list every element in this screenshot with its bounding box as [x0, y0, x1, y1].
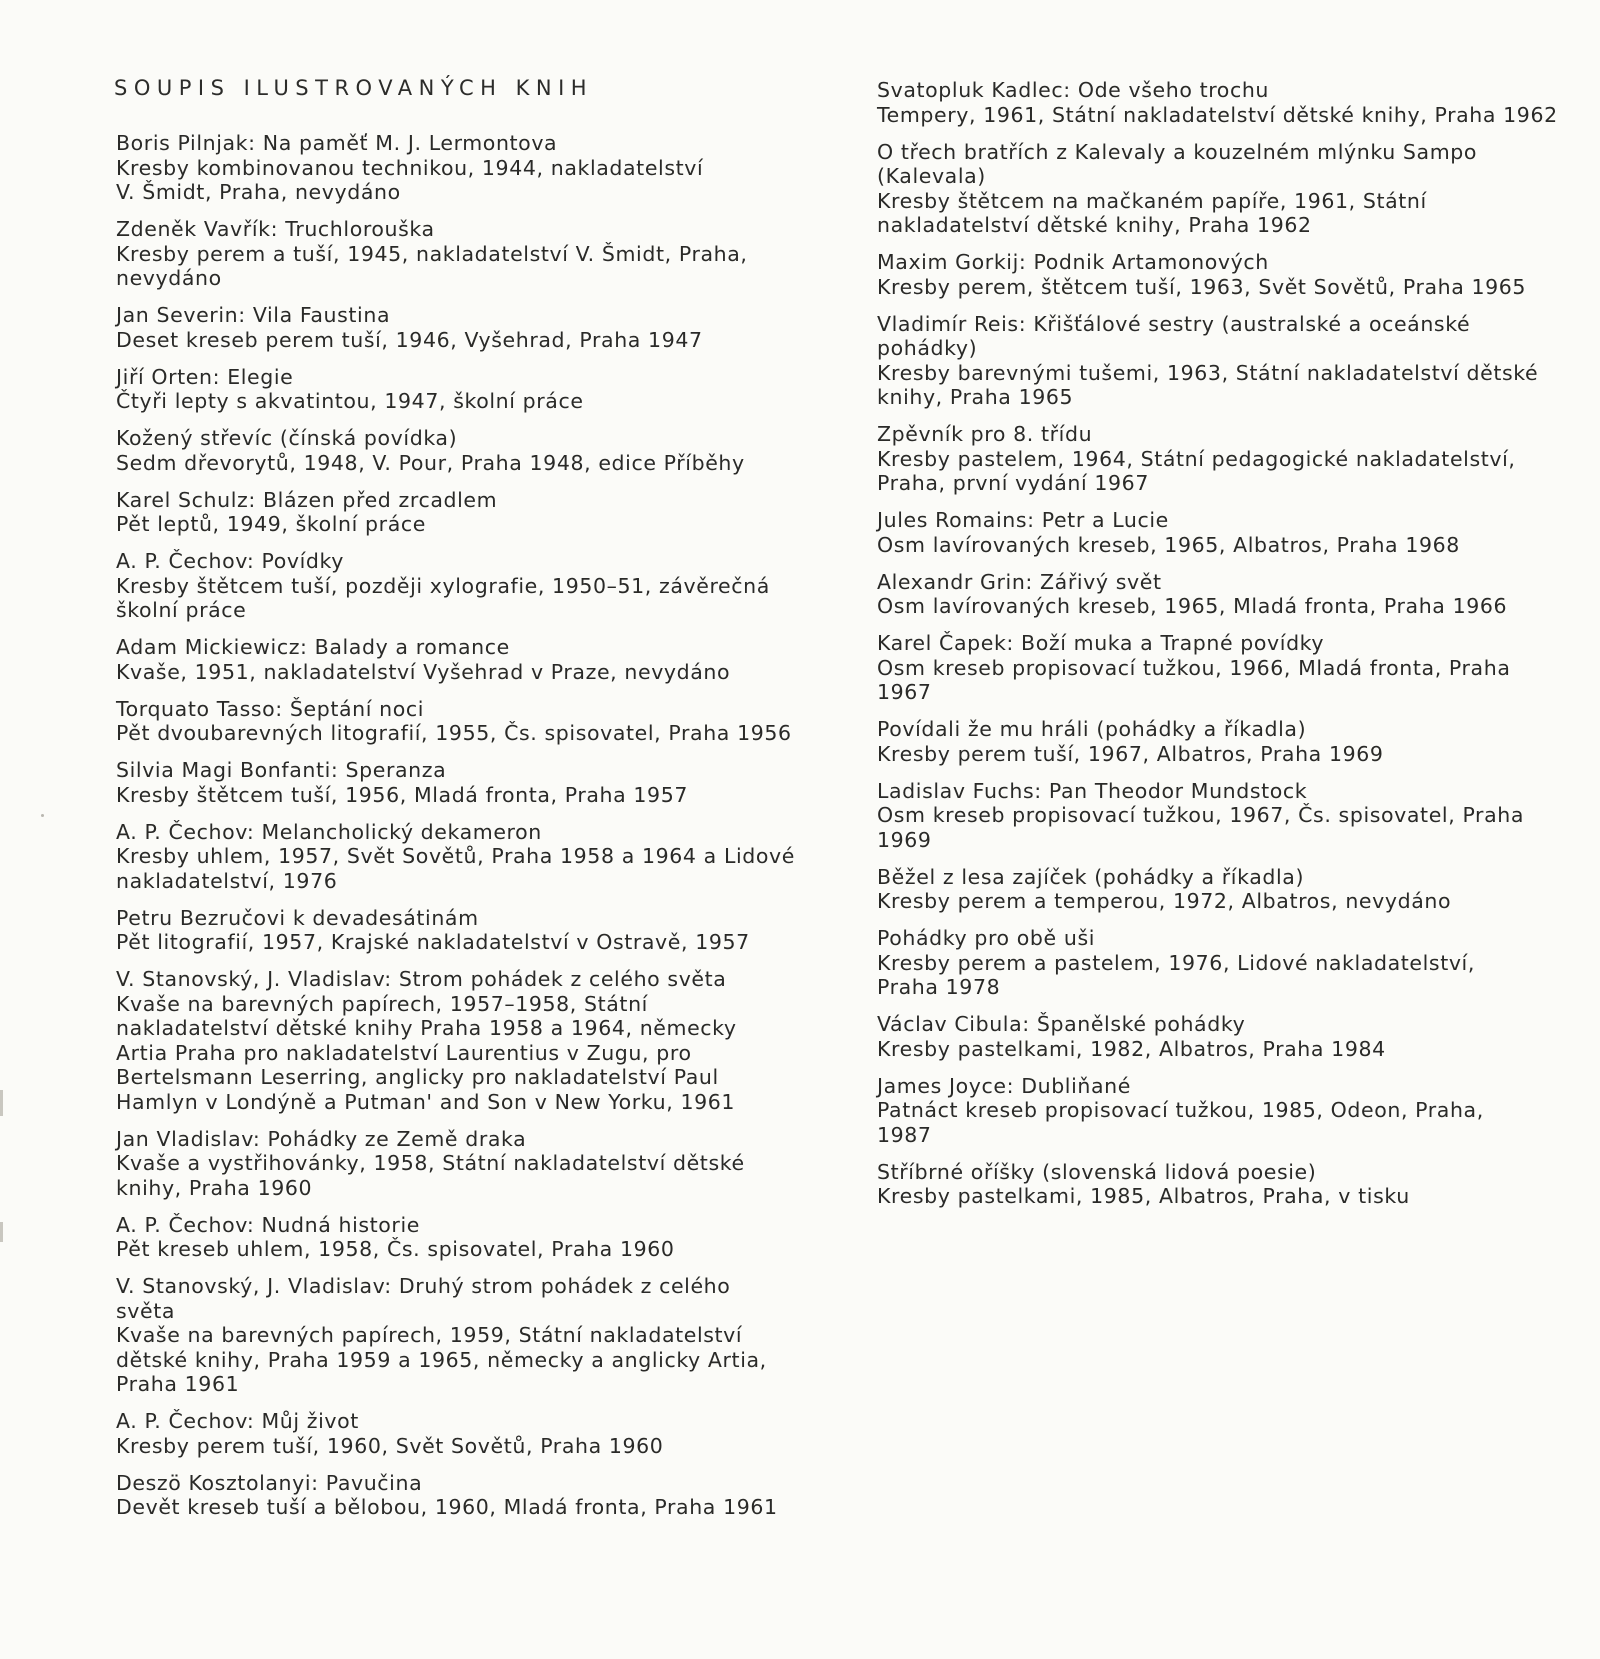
book-detail-line: Kresby pastelkami, 1985, Albatros, Praha, v tisku	[877, 1184, 1410, 1208]
book-detail-line: Pět dvoubarevných litografií, 1955, Čs. spisovatel, Praha 1956	[116, 721, 792, 745]
book-detail-line: Kresby perem a pastelem, 1976, Lidové nakladatelství,	[877, 950, 1475, 975]
book-title: Silvia Magi Bonfanti: Speranza	[116, 758, 447, 782]
book-detail-line: Kresby perem tuší, 1960, Svět Sovětů, Praha 1960	[116, 1433, 664, 1458]
book-detail-line: Hamlyn v Londýně a Putman' and Son v New Yorku, 1961	[116, 1089, 736, 1114]
book-detail-line: V. Šmidt, Praha, nevydáno	[116, 180, 401, 204]
book-title: Petru Bezručovi k devadesátinám	[116, 905, 479, 930]
book-detail-line: Bertelsmann Leserring, anglicky pro nakladatelství Paul	[116, 1065, 719, 1089]
book-detail-line: světa	[116, 1298, 176, 1323]
right-column	[877, 78, 1562, 1221]
book-detail-line: Kvaše a vystřihovánky, 1958, Státní nakladatelství dětské	[116, 1151, 745, 1175]
book-title: Kožený střevíc (čínská povídka)	[116, 426, 458, 450]
book-detail-line: Osm lavírovaných kreseb, 1965, Albatros, Praha 1968	[877, 532, 1460, 557]
book-detail-line: Pět litografií, 1957, Krajské nakladatelství v Ostravě, 1957	[116, 930, 750, 954]
book-entry	[877, 779, 1562, 853]
book-title: Stříbrné oříšky (slovenská lidová poesie)	[877, 1159, 1317, 1184]
book-detail-line: Tempery, 1961, Státní nakladatelství dětské knihy, Praha 1962	[877, 102, 1558, 127]
book-entry	[877, 1012, 1562, 1061]
book-entry	[116, 1471, 806, 1520]
book-title: A. P. Čechov: Melancholický dekameron	[116, 819, 542, 844]
book-title: James Joyce: Dubliňané	[877, 1073, 1131, 1098]
book-detail-line: pohádky)	[877, 336, 978, 360]
page-edge-mark	[0, 1090, 3, 1116]
page-title: SOUPIS ILUSTROVANÝCH KNIH	[114, 76, 594, 100]
book-detail-line: nakladatelství dětské knihy, Praha 1962	[877, 213, 1312, 237]
book-entry	[877, 422, 1562, 496]
book-detail-line: Kresby perem a temperou, 1972, Albatros, nevydáno	[877, 889, 1452, 913]
book-title: V. Stanovský, J. Vladislav: Strom pohádek z celého světa	[116, 967, 727, 991]
book-title: Alexandr Grin: Zářivý svět	[877, 569, 1162, 594]
book-entry	[116, 820, 806, 894]
book-entry	[877, 140, 1562, 238]
book-detail-line: (Kalevala)	[877, 164, 986, 188]
book-detail-line: Osm lavírovaných kreseb, 1965, Mladá fronta, Praha 1966	[877, 594, 1508, 618]
left-column	[116, 131, 806, 1532]
book-detail-line: dětské knihy, Praha 1959 a 1965, německy a anglicky Artia,	[116, 1347, 767, 1372]
book-title: Zpěvník pro 8. třídu	[877, 422, 1093, 446]
book-entry	[116, 488, 806, 537]
book-entry	[116, 131, 806, 205]
book-title: Povídali že mu hráli (pohádky a říkadla)	[877, 717, 1307, 741]
book-detail-line: Devět kreseb tuší a bělobou, 1960, Mladá fronta, Praha 1961	[116, 1495, 778, 1519]
book-entry	[877, 631, 1562, 705]
book-title: Zdeněk Vavřík: Truchlorouška	[116, 217, 435, 241]
book-title: Jan Severin: Vila Faustina	[116, 303, 391, 327]
book-detail-line: Čtyři lepty s akvatintou, 1947, školní práce	[116, 389, 584, 413]
book-title: A. P. Čechov: Můj život	[116, 1409, 359, 1433]
book-title: Jan Vladislav: Pohádky ze Země draka	[116, 1126, 527, 1151]
book-title: Ladislav Fuchs: Pan Theodor Mundstock	[877, 778, 1308, 803]
book-detail-line: školní práce	[116, 598, 247, 622]
book-detail-line: nakladatelství, 1976	[116, 868, 338, 893]
book-detail-line: Kvaše na barevných papírech, 1957–1958, Státní	[116, 991, 648, 1016]
book-title: Adam Mickiewicz: Balady a romance	[116, 635, 510, 659]
book-entry	[116, 967, 806, 1114]
book-entry	[877, 570, 1562, 619]
book-detail-line: Kresby perem a tuší, 1945, nakladatelství V. Šmidt, Praha,	[116, 241, 748, 266]
book-entry	[116, 549, 806, 623]
book-entry	[116, 1274, 806, 1397]
book-title: Jules Romains: Petr a Lucie	[877, 508, 1169, 532]
book-detail-line: Kvaše na barevných papírech, 1959, Státní nakladatelství	[116, 1323, 743, 1347]
book-entry	[877, 717, 1562, 766]
book-title: V. Stanovský, J. Vladislav: Druhý strom pohádek z celého	[116, 1274, 731, 1298]
book-detail-line: Kresby pastelkami, 1982, Albatros, Praha 1984	[877, 1036, 1386, 1061]
book-entry	[877, 78, 1562, 127]
book-title: Pohádky pro obě uši	[877, 926, 1096, 950]
book-detail-line: nevydáno	[116, 266, 222, 290]
book-entry	[116, 365, 806, 414]
book-title: Karel Schulz: Blázen před zrcadlem	[116, 487, 498, 512]
book-detail-line: knihy, Praha 1960	[116, 1175, 313, 1200]
book-detail-line: Kresby štětcem na mačkaném papíře, 1961, Státní	[877, 188, 1427, 213]
book-title: Jiří Orten: Elegie	[116, 364, 294, 389]
book-detail-line: 1967	[877, 680, 932, 704]
book-entry	[877, 1074, 1562, 1148]
book-detail-line: Sedm dřevorytů, 1948, V. Pour, Praha 1948, edice Příběhy	[116, 450, 745, 475]
book-title: A. P. Čechov: Povídky	[116, 549, 344, 573]
paper-speck	[41, 814, 44, 817]
book-entry	[877, 508, 1562, 557]
book-title: Boris Pilnjak: Na paměť M. J. Lermontova	[116, 131, 558, 155]
book-detail-line: Praha 1978	[877, 975, 1001, 999]
book-detail-line: Osm kreseb propisovací tužkou, 1967, Čs. spisovatel, Praha	[877, 803, 1524, 827]
book-title: Vladimír Reis: Křišťálové sestry (australské a oceánské	[877, 311, 1471, 336]
book-detail-line: Artia Praha pro nakladatelství Laurentius v Zugu, pro	[116, 1040, 692, 1065]
book-entry	[116, 303, 806, 352]
book-detail-line: Kresby barevnými tušemi, 1963, Státní nakladatelství dětské	[877, 360, 1539, 385]
book-entry	[877, 926, 1562, 1000]
book-title: Svatopluk Kadlec: Ode všeho trochu	[877, 78, 1270, 102]
book-entry	[116, 906, 806, 955]
book-entry	[116, 1409, 806, 1458]
book-title: Běžel z lesa zajíček (pohádky a říkadla)	[877, 864, 1305, 889]
book-entry	[116, 426, 806, 475]
book-title: Maxim Gorkij: Podnik Artamonových	[877, 250, 1269, 274]
book-detail-line: Kresby kombinovanou technikou, 1944, nakladatelství	[116, 155, 704, 180]
book-entry	[877, 865, 1562, 914]
book-detail-line: Osm kreseb propisovací tužkou, 1966, Mladá fronta, Praha	[877, 655, 1511, 680]
book-detail-line: nakladatelství dětské knihy Praha 1958 a 1964, německy	[116, 1016, 737, 1040]
book-detail-line: Kresby štětcem tuší, později xylografie, 1950–51, závěrečná	[116, 573, 770, 598]
book-detail-line: Kresby uhlem, 1957, Svět Sovětů, Praha 1958 a 1964 a Lidové	[116, 844, 795, 868]
book-entry	[116, 217, 806, 291]
book-detail-line: Kresby pastelem, 1964, Státní pedagogické nakladatelství,	[877, 446, 1516, 471]
book-detail-line: Patnáct kreseb propisovací tužkou, 1985, Odeon, Praha,	[877, 1098, 1484, 1122]
page-edge-mark	[0, 1222, 3, 1242]
book-detail-line: knihy, Praha 1965	[877, 385, 1074, 409]
book-title: Václav Cibula: Španělské pohádky	[877, 1012, 1246, 1036]
book-entry	[877, 250, 1562, 299]
book-detail-line: Pět leptů, 1949, školní práce	[116, 512, 426, 536]
book-entry	[116, 697, 806, 746]
book-entry	[877, 1160, 1562, 1209]
book-entry	[116, 1213, 806, 1262]
book-detail-line: 1969	[877, 827, 932, 852]
book-entry	[877, 312, 1562, 410]
book-title: A. P. Čechov: Nudná historie	[116, 1212, 420, 1237]
book-entry	[116, 635, 806, 684]
book-detail-line: Kresby perem tuší, 1967, Albatros, Praha 1969	[877, 741, 1384, 766]
book-detail-line: Praha 1961	[116, 1372, 240, 1396]
book-detail-line: 1987	[877, 1122, 932, 1147]
book-detail-line: Praha, první vydání 1967	[877, 471, 1149, 495]
book-entry	[116, 758, 806, 807]
book-detail-line: Pět kreseb uhlem, 1958, Čs. spisovatel, Praha 1960	[116, 1237, 675, 1261]
book-title: O třech bratřích z Kalevaly a kouzelném mlýnku Sampo	[877, 139, 1478, 164]
book-entry	[116, 1127, 806, 1201]
book-detail-line: Kvaše, 1951, nakladatelství Vyšehrad v Praze, nevydáno	[116, 659, 731, 684]
book-detail-line: Deset kreseb perem tuší, 1946, Vyšehrad, Praha 1947	[116, 327, 703, 352]
book-title: Torquato Tasso: Šeptání noci	[116, 696, 425, 721]
book-title: Deszö Kosztolanyi: Pavučina	[116, 1470, 423, 1495]
book-detail-line: Kresby štětcem tuší, 1956, Mladá fronta, Praha 1957	[116, 782, 688, 807]
book-detail-line: Kresby perem, štětcem tuší, 1963, Svět Sovětů, Praha 1965	[877, 274, 1527, 299]
book-title: Karel Čapek: Boží muka a Trapné povídky	[877, 631, 1325, 655]
